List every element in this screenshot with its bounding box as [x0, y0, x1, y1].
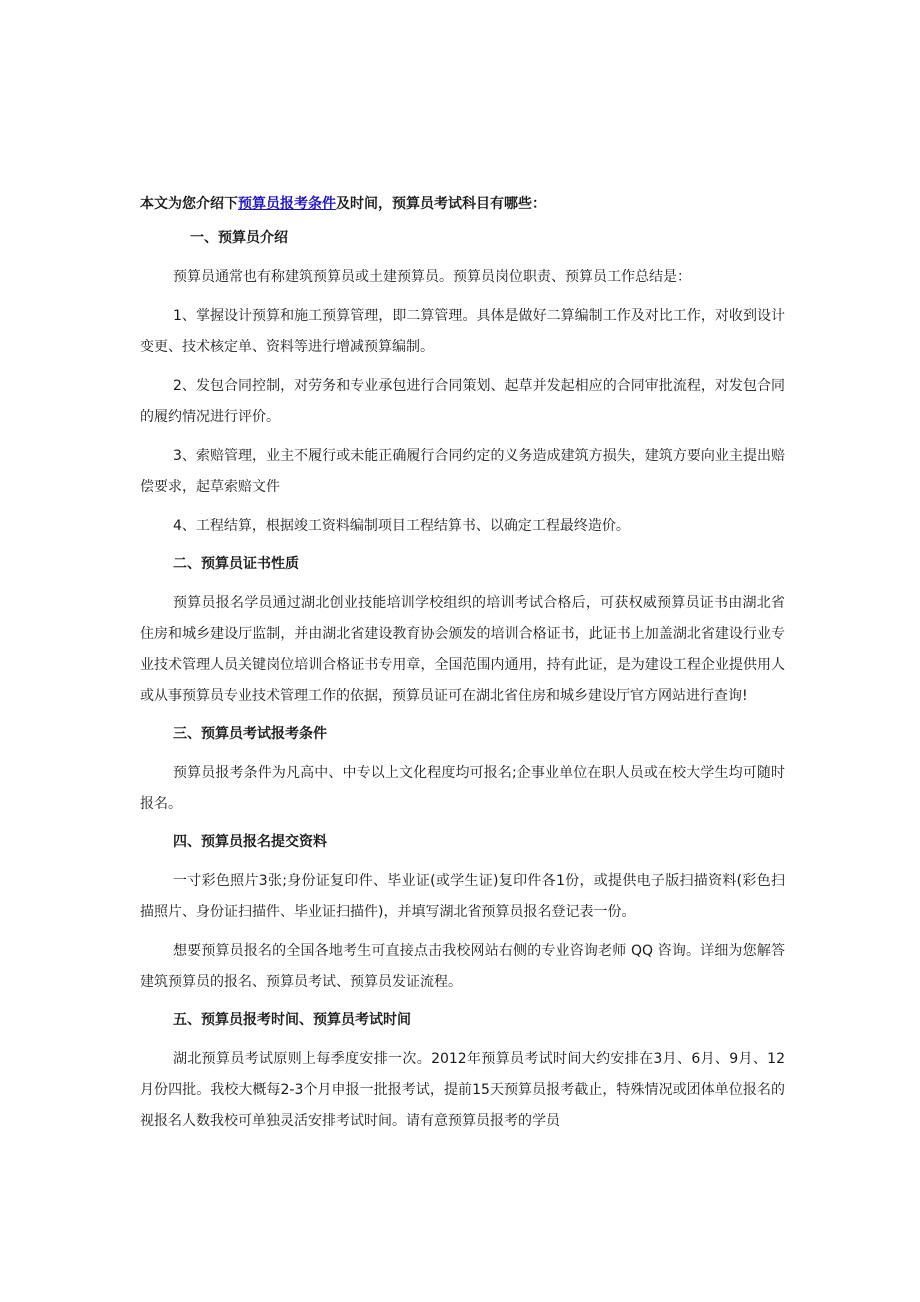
intro-prefix: 本文为您介绍下: [140, 196, 238, 212]
intro-suffix: 及时间，预算员考试科目有哪些：: [336, 196, 546, 212]
paragraph: 1、掌握设计预算和施工预算管理，即二算管理。具体是做好二算编制工作及对比工作，对收到设计变更、技术核定单、资料等进行增减预算编制。: [140, 308, 785, 355]
paragraph: 预算员通常也有称建筑预算员或土建预算员。预算员岗位职责、预算员工作总结是：: [173, 269, 691, 285]
paragraph: 2、发包合同控制，对劳务和专业承包进行合同策划、起草并发起相应的合同审批流程，对发包合同的履约情况进行评价。: [140, 378, 785, 425]
paragraph: 预算员报考条件为凡高中、中专以上文化程度均可报名;企事业单位在职人员或在校大学生均可随时报名。: [140, 765, 785, 812]
section-heading-requirements: 三、预算员考试报考条件: [173, 726, 327, 742]
intro-line: [140, 190, 785, 218]
paragraph: 一寸彩色照片3张;身份证复印件、毕业证(或学生证)复印件各1份，或提供电子版扫描资料(彩色扫描照片、身份证扫描件、毕业证扫描件)，并填写湖北省预算员报名登记表一份。: [140, 873, 785, 920]
document-body: [140, 190, 785, 1145]
section-heading-materials: 四、预算员报名提交资料: [173, 834, 327, 850]
exam-requirements-link[interactable]: 预算员报考条件: [238, 196, 336, 212]
paragraph: 4、工程结算，根据竣工资料编制项目工程结算书、以确定工程最终造价。: [173, 518, 630, 534]
paragraph: 湖北预算员考试原则上每季度安排一次。2012年预算员考试时间大约安排在3月、6月、9月、12月份四批。我校大概每2-3个月申报一批报考试，提前15天预算员报考截止，特殊情况或团体单位报名的视报名人数我校可单独灵活安排考试时间。请有意预算员报考的学员: [140, 1051, 785, 1129]
paragraph: 想要预算员报名的全国各地考生可直接点击我校网站右侧的专业咨询老师 QQ 咨询。详细为您解答建筑预算员的报名、预算员考试、预算员发证流程。: [140, 943, 785, 990]
paragraph: 3、索赔管理，业主不履行或未能正确履行合同约定的义务造成建筑方损失，建筑方要向业主提出赔偿要求，起草索赔文件: [140, 448, 785, 495]
paragraph: 预算员报名学员通过湖北创业技能培训学校组织的培训考试合格后，可获权威预算员证书由湖北省住房和城乡建设厅监制，并由湖北省建设教育协会颁发的培训合格证书，此证书上加盖湖北省建设行业专业技术管理人员关键岗位培训合格证书专用章，全国范围内通用，持有此证，是为建设工程企业提供用人或从事预算员专业技术管理工作的依据，预算员证可在湖北省住房和城乡建设厅官方网站进行查询!: [140, 595, 785, 704]
section-heading-certificate: 二、预算员证书性质: [173, 556, 299, 572]
section-heading-schedule: 五、预算员报考时间、预算员考试时间: [173, 1012, 411, 1028]
section-heading-intro: 一、预算员介绍: [190, 230, 288, 246]
